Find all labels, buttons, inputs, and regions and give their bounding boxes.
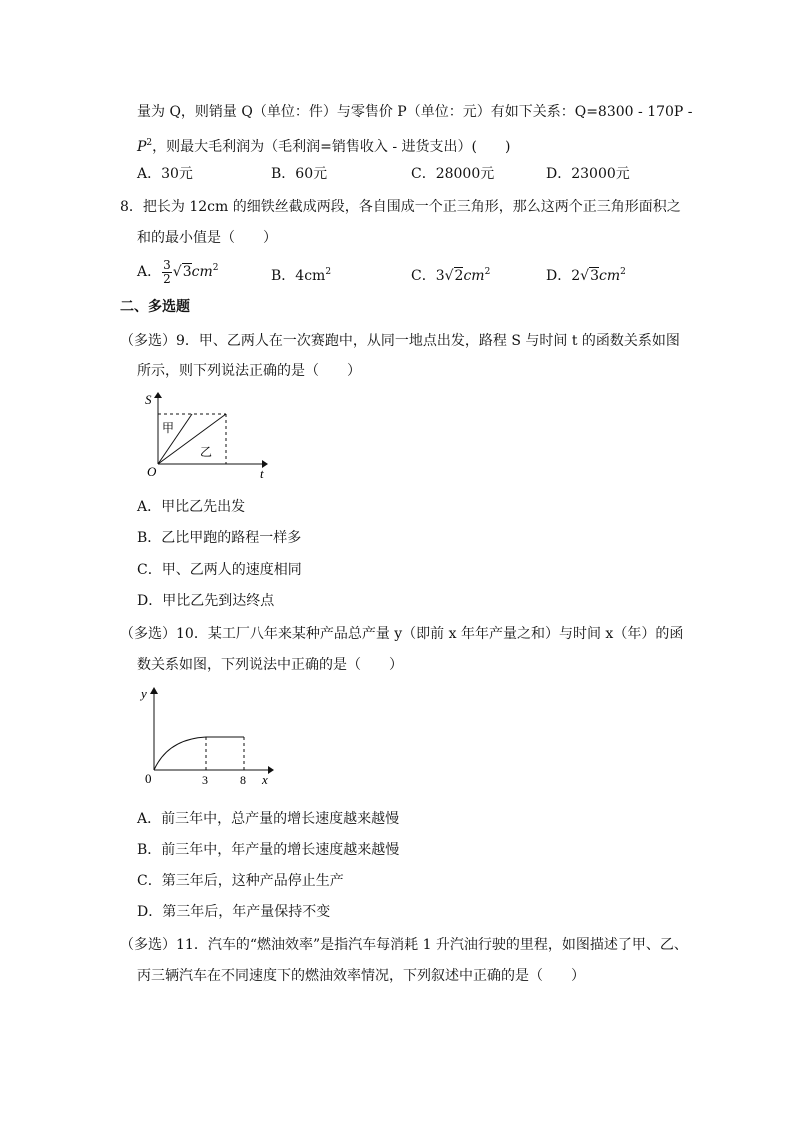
q8-option-c[interactable] [411,262,490,286]
q9-line1: （多选）9．甲、乙两人在一次赛跑中，从同一地点出发，路程 S 与时间 t 的函数关系如图 [120,333,680,349]
q8-option-a[interactable] [137,258,218,286]
q10-option-b[interactable]: B．前三年中，年产量的增长速度越来越慢 [137,842,400,858]
q8-option-b[interactable] [271,262,331,286]
q7-line2 [137,133,510,157]
q8-option-d-unit: cm [598,268,621,284]
q10-graph-origin: 0 [145,771,152,786]
q8-option-d-radicand: 3 [590,268,599,284]
q8-option-a-numerator: 3 [163,257,171,272]
q8-option-b-text: B．4cm [271,268,326,284]
q8-option-b-exponent: 2 [325,267,332,277]
q7-line2-rest: ，则最大毛利润为（毛利润=销售收入 - 进货支出）( ) [152,139,511,155]
q8-option-d[interactable] [546,262,626,286]
q7-option-b[interactable]: B．60元 [271,166,328,182]
q10-line2: 数关系如图，下列说法中正确的是（ ） [137,657,403,673]
q10-graph-x-label: x [262,772,268,787]
q10-option-a[interactable]: A．前三年中，总产量的增长速度越来越慢 [137,811,400,827]
q10-option-d[interactable]: D．第三年后，年产量保持不变 [137,904,331,920]
q8-option-c-label: C．3 [411,268,445,284]
q8-option-a-unit: cm [191,264,213,280]
q8-option-a-denominator: 2 [163,271,171,286]
q9-option-b[interactable]: B．乙比甲跑的路程一样多 [137,530,302,546]
q9-graph-x-label: t [260,466,264,480]
q8-line2: 和的最小值是（ ） [137,230,277,246]
q9-option-a[interactable]: A．甲比乙先出发 [137,499,246,515]
q10-graph-tick-3: 3 [202,773,208,787]
q9-option-c[interactable]: C．甲、乙两人的速度相同 [137,562,302,578]
q8-option-c-exponent: 2 [484,267,491,277]
radical-icon: √ [580,268,590,284]
q11-line1: （多选）11．汽车的“燃油效率”是指汽车每消耗 1 升汽油行驶的里程，如图描述了甲、乙、 [120,937,688,953]
q9-graph-label-yi: 乙 [200,445,213,459]
q10-line1: （多选）10．某工厂八年来某种产品总产量 y（即前 x 年年产量之和）与时间 x（年）的函 [120,626,684,642]
q10-graph-y-label: y [141,686,147,701]
q7-option-a[interactable]: A．30元 [137,166,193,182]
q7-line1: 量为 Q，则销量 Q（单位：件）与零售价 P（单位：元）有如下关系：Q=8300 - 170P - [137,104,693,120]
q10-graph [138,684,278,789]
q8-option-c-unit: cm [463,268,485,284]
q9-option-d[interactable]: D．甲比乙先到达终点 [137,593,275,609]
q9-graph-label-jia: 甲 [162,421,175,435]
q9-graph-y-label: S [145,392,152,407]
q8-option-d-label: D．2 [546,268,581,284]
q11-line2: 丙三辆汽车在不同速度下的燃油效率情况，下列叙述中正确的是（ ） [137,968,585,984]
radical-icon: √ [444,268,454,284]
q8-option-a-label: A． [137,264,162,280]
q7-option-d[interactable]: D．23000元 [546,166,630,182]
q8-option-a-radicand: 3 [182,264,192,280]
radical-icon: √ [172,264,182,280]
q7-p-exponent: 2 [146,138,153,148]
q10-option-c[interactable]: C．第三年后，这种产品停止生产 [137,873,344,889]
q8-option-a-exponent: 2 [212,263,219,273]
section-title-multiple-choice: 二、多选题 [120,299,190,315]
q9-graph-origin: O [147,464,157,479]
q8-option-c-radicand: 2 [454,268,464,284]
q7-p-symbol: P [137,139,147,155]
q9-graph [140,390,270,480]
q8-option-a-fraction [162,259,172,286]
q7-option-c[interactable]: C．28000元 [411,166,495,182]
q10-graph-tick-8: 8 [240,773,246,787]
q8-option-d-exponent: 2 [620,267,626,277]
q9-line2: 所示，则下列说法正确的是（ ） [137,363,361,379]
q8-line1: 8．把长为 12cm 的细铁丝截成两段，各自围成一个正三角形，那么这两个正三角形面积之 [120,199,681,215]
